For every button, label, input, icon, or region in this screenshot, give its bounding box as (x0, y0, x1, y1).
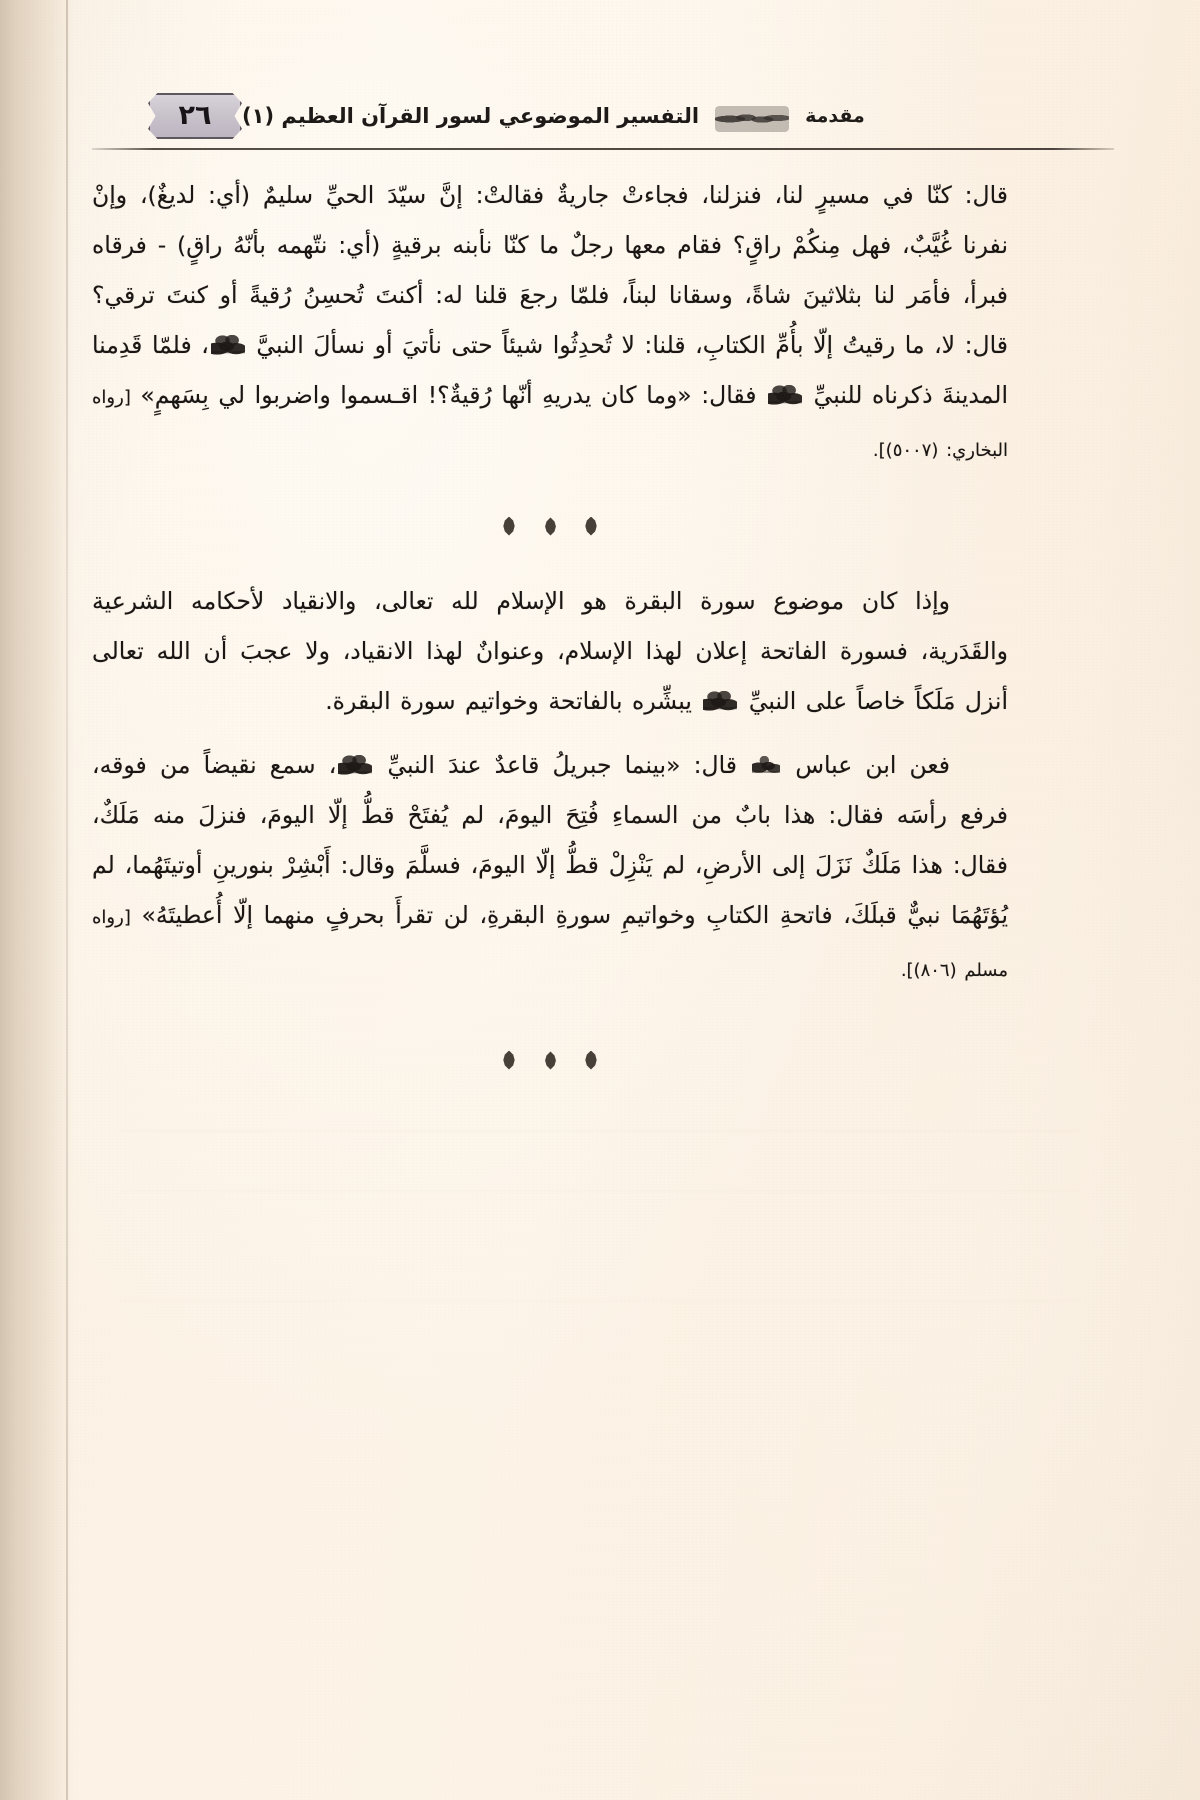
page-body (92, 170, 1008, 1080)
ornament-diamond-icon (502, 1051, 517, 1070)
page-number: ٢٦ (178, 99, 212, 131)
header-section-label: مقدمة (805, 105, 865, 127)
ornament-diamond-icon (584, 1051, 599, 1070)
spacer (92, 546, 1008, 576)
citation-muslim: [رواه مسلم (٨٠٦)]. (92, 907, 1008, 981)
ornament-diamond-icon (543, 517, 557, 535)
spacer (92, 476, 1008, 506)
paragraph-hadith-narration (92, 170, 1008, 476)
sallallahu-alayhi-wasallam-icon (338, 755, 372, 777)
sallallahu-alayhi-wasallam-icon (211, 335, 245, 357)
sallallahu-alayhi-wasallam-icon (703, 691, 737, 713)
paragraph-2-text-part-1: وإذا كان موضوع سورة البقرة هو الإسلام لله تعالى، والانقياد لأحكامه الشرعية والقَدَرية، فسورة الفاتحة إعلان لهذا الإسلام، وعنوانٌ لهذا الانقياد، ولا عجبَ أن الله تعالى أنزل مَلَكاً خاصاً على النبيِّ (92, 587, 1008, 715)
radiyallahu-anhu-icon (752, 756, 780, 776)
paragraph-1-text-part-1: قال: كنّا في مسيرٍ لنا، فنزلنا، فجاءتْ جاريةٌ فقالتْ: إنَّ سيّدَ الحيِّ سليمٌ (أي: لديغٌ)، وإنْ نفرنا غُيَّبٌ، فهل مِنكُمْ راقٍ؟ فقام معها رجلٌ ما كنّا نأبنه برقيةٍ (أي: نتّهمه بأنّهُ راقٍ) - فرقاه فبرأ، فأمَر لنا بثلاثينَ شاةً، وسقانا لبناً، فلمّا رجعَ قلنا له: أكنتَ تُحسِنُ رُقيةً أو كنتَ ترقي؟ قال: لا، ما رقيتُ إلّا بأُمِّ الكتابِ، قلنا: لا تُحدِثُوا شيئاً حتى نأتيَ أو نسألَ النبيَّ (92, 181, 1008, 359)
three-diamond-separator-icon (92, 1040, 1008, 1080)
ornament-diamond-icon (502, 517, 517, 536)
paragraph-3-text-part-3: ، سمع نقيضاً من فوقه، فرفع رأسَه فقال: هذا بابٌ من السماءِ فُتِحَ اليومَ، لم يُفتَحْ قطُّ إلّا اليومَ، فنزلَ منه مَلَكٌ، فقال: هذا مَلَكٌ نَزَلَ إلى الأرضِ، لم يَنْزِلْ قطُّ إلّا اليومَ، فسلَّمَ وقال: أَبْشِرْ بنورينِ أوتيتَهُما، لم يُؤتَهُمَا نبيٌّ قبلَكَ، فاتحةِ الكتابِ وخواتيمِ سورةِ البقرةِ، لن تقرأَ بحرفٍ منهما إلّا أُعطيتَهُ» (92, 751, 1008, 929)
header-book-title: التفسير الموضوعي لسور القرآن العظيم (١) (242, 104, 700, 128)
paragraph-2-text-part-2: يبشِّره بالفاتحة وخواتيم سورة البقرة. (325, 687, 702, 715)
page-number-badge (148, 93, 242, 139)
spacer (92, 726, 1008, 740)
ornament-diamond-icon (543, 1051, 557, 1069)
header-divider-rule (92, 148, 1114, 150)
ornament-diamond-icon (584, 517, 599, 536)
running-header (96, 88, 1108, 144)
paragraph-ibn-abbas-hadith (92, 740, 1008, 996)
paragraph-3-text-part-2: قال: «بينما جبريلُ قاعدٌ عندَ النبيِّ (374, 751, 751, 779)
paragraph-3-text-part-1: فعن ابن عباس (782, 751, 950, 779)
three-diamond-separator-icon (92, 506, 1008, 546)
spacer (92, 996, 1008, 1040)
blank-page-area (92, 1240, 1114, 1760)
binding-gutter-shadow (0, 0, 74, 1800)
calligraphic-ornament-icon (715, 106, 789, 132)
citation-bukhari: [رواه البخاري: (٥٠٠٧)]. (92, 387, 1008, 461)
sallallahu-alayhi-wasallam-icon (768, 385, 802, 407)
paragraph-1-text-part-2: ، فلمّا قَدِمنا المدينةَ ذكرناه للنبيِّ (92, 331, 1009, 409)
paragraph-1-text-part-3: فقال: «وما كان يدريهِ أنّها رُقيةٌ؟! اقـسموا واضربوا لي بِسَهمٍ» (130, 381, 767, 409)
binding-edge-line (66, 0, 68, 1800)
paragraph-commentary (92, 576, 1008, 726)
